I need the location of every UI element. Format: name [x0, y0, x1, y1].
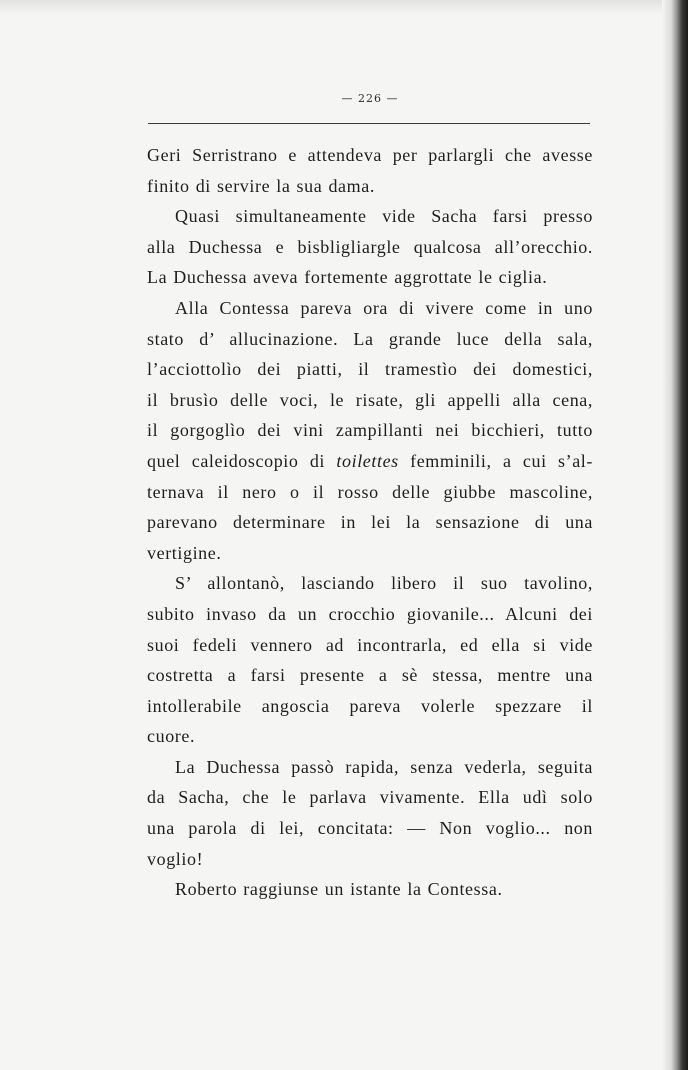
text-line: Alla Contessa pareva ora di vivere come in uno	[175, 297, 593, 318]
page-number: — 226 —	[341, 92, 399, 105]
text-line: intollerabile angoscia pareva volerle spezzare il	[147, 695, 593, 716]
text-line: Quasi simultaneamente vide Sacha farsi presso	[175, 206, 593, 227]
header-rule	[148, 123, 590, 124]
text-line: subito invaso da un crocchio giovanile... Alcuni dei	[147, 603, 593, 624]
text-line: La Duchessa passò rapida, senza vederla, seguita	[175, 756, 593, 777]
text-line: S’ allontanò, lasciando libero il suo tavolino,	[175, 573, 593, 594]
text-line: da Sacha, che le parlava vivamente. Ella udì solo	[147, 787, 593, 808]
page-top-edge	[0, 0, 688, 14]
text-line: costretta a farsi presente a sè stessa, mentre una	[147, 665, 593, 686]
text-line: suoi fedeli vennero ad incontrarla, ed ella si vide	[147, 634, 593, 655]
text-fragment: quel caleidoscopio di	[147, 450, 337, 471]
italic-word: toilettes	[336, 450, 399, 471]
text-line: vertigine.	[147, 542, 222, 563]
text-fragment: femminili, a cui s’al-	[398, 450, 593, 471]
text-line: stato d’ allucinazione. La grande luce della sala,	[147, 328, 593, 349]
text-line	[147, 446, 593, 477]
text-line: parevano determinare in lei la sensazione di una	[147, 512, 593, 533]
text-line: finito di servire la sua dama.	[147, 175, 375, 196]
text-line: Geri Serristrano e attendeva per parlargli che avesse	[147, 145, 593, 165]
text-line: il gorgoglìo dei vini zampillanti nei bicchieri, tutto	[147, 420, 593, 441]
text-line: ternava il nero o il rosso delle giubbe mascoline,	[147, 481, 593, 502]
text-line: La Duchessa aveva fortemente aggrottate le ciglia.	[147, 267, 548, 288]
text-line: voglio!	[147, 848, 204, 869]
text-line: una parola di lei, concitata: — Non voglio... non	[147, 818, 593, 839]
text-line: cuore.	[147, 726, 196, 747]
text-line: l’acciottolìo dei piatti, il tramestìo dei domestici,	[147, 359, 593, 380]
text-line: Roberto raggiunse un istante la Contessa.	[175, 879, 503, 900]
body-text	[147, 140, 593, 905]
page-binding-edge	[662, 0, 688, 1070]
text-line: alla Duchessa e bisbligliargle qualcosa all’orecchio.	[147, 236, 593, 257]
text-line: il brusìo delle voci, le risate, gli appelli alla cena,	[147, 389, 593, 410]
